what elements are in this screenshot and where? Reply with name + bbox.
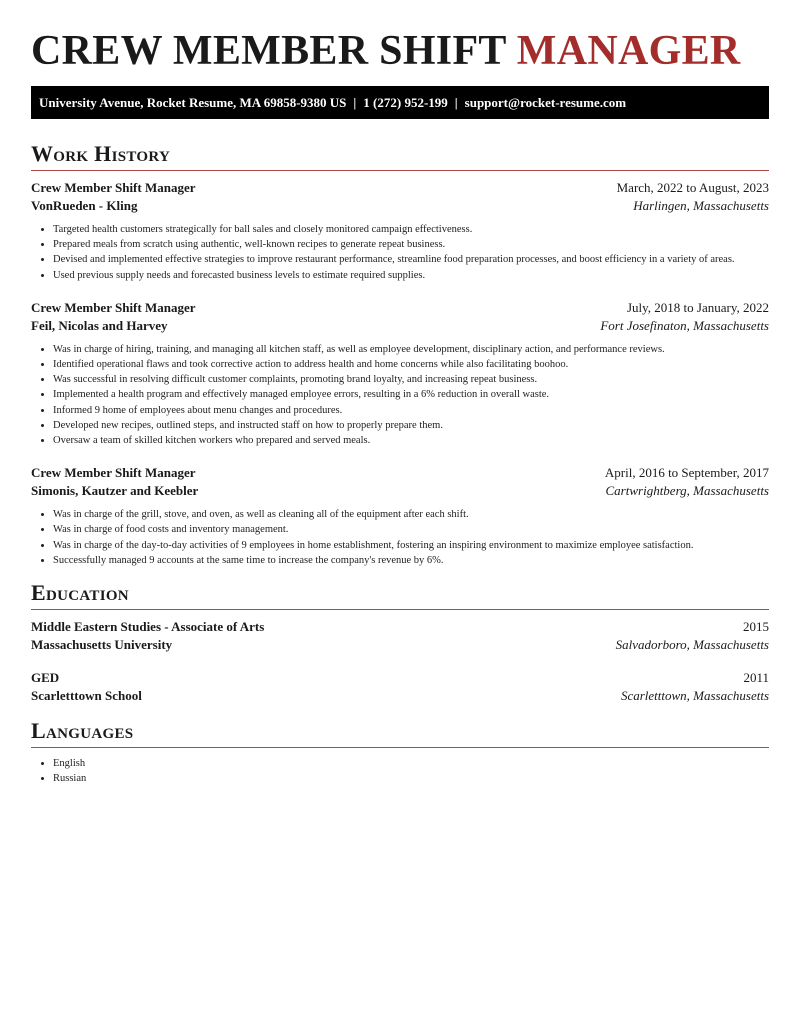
section-divider (31, 747, 769, 748)
job-header (31, 465, 769, 481)
list-item: • Russian (53, 771, 769, 786)
languages-section (31, 718, 769, 786)
education-subheader (31, 637, 769, 653)
education-degree: GED (31, 670, 60, 686)
job-dates: April, 2016 to September, 2017 (604, 465, 769, 481)
list-item: • Was successful in resolving difficult customer complaints, promoting brand loyalty, and increasing repeat business. (53, 372, 769, 387)
list-item: • Was in charge of hiring, training, and managing all kitchen staff, as well as employee development, disciplinary action, and performance reviews. (53, 342, 769, 357)
contact-bar (31, 86, 769, 119)
job-bullets (31, 342, 769, 448)
job-subheader (31, 483, 769, 499)
job-entry (31, 465, 769, 568)
education-school: Massachusetts University (31, 637, 173, 653)
education-year: 2015 (743, 619, 769, 635)
job-position: Crew Member Shift Manager (31, 465, 196, 481)
job-subheader (31, 198, 769, 214)
job-location: Cartwrightberg, Massachusetts (605, 483, 769, 499)
education-header (31, 619, 769, 635)
job-bullets (31, 222, 769, 283)
job-dates: July, 2018 to January, 2022 (626, 299, 769, 315)
list-item: • Prepared meals from scratch using authentic, well-known recipes to generate repeat business. (53, 237, 769, 252)
section-divider (31, 170, 769, 171)
list-item: • Targeted health customers strategically for ball sales and closely monitored campaign effectiveness. (53, 222, 769, 237)
education-header (31, 670, 769, 686)
list-item: • Implemented a health program and effectively managed employee errors, resulting in a 6% reduction in overall waste. (53, 387, 769, 402)
list-item: • Oversaw a team of skilled kitchen workers who prepared and served meals. (53, 433, 769, 448)
list-item: • Informed 9 home of employees about menu changes and procedures. (53, 403, 769, 418)
job-header (31, 300, 769, 316)
contact-address: University Avenue, Rocket Resume, MA 69858-9380 US (39, 95, 347, 110)
list-item: • Was in charge of the grill, stove, and oven, as well as cleaning all of the equipment after each shift. (53, 507, 769, 522)
job-company: Simonis, Kautzer and Keebler (31, 483, 199, 499)
resume-title (31, 0, 769, 86)
education-school: Scarletttown School (31, 688, 142, 704)
education-section (31, 580, 769, 704)
contact-separator: | (454, 95, 458, 110)
list-item: • Identified operational flaws and took corrective action to address health and home concerns while also facilitating boohoo. (53, 357, 769, 372)
education-subheader (31, 688, 769, 704)
list-item: • Used previous supply needs and forecasted business levels to estimate required supplies. (53, 268, 769, 283)
section-title-languages: Languages (31, 718, 134, 744)
education-year: 2011 (743, 670, 769, 686)
list-item: • Successfully managed 9 accounts at the same time to increase the company's revenue by 6%. (53, 553, 769, 568)
job-company: VonRueden - Kling (31, 198, 138, 213)
job-header (31, 180, 769, 196)
job-entry (31, 180, 769, 283)
job-company: Feil, Nicolas and Harvey (31, 317, 168, 333)
education-entry (31, 670, 769, 704)
job-bullets (31, 507, 769, 568)
contact-phone: 1 (272) 952-199 (363, 95, 448, 110)
contact-email: support@rocket-resume.com (464, 95, 627, 110)
job-position: Crew Member Shift Manager (31, 180, 196, 195)
job-location: Harlingen, Massachusetts (633, 198, 769, 213)
list-item: • Was in charge of the day-to-day activities of 9 employees in home establishment, fostering an inspiring environment to maximize employee satisfaction. (53, 538, 769, 553)
work-history-section (31, 141, 769, 568)
title-accent: MANAGER (516, 28, 741, 74)
job-dates: March, 2022 to August, 2023 (616, 180, 769, 195)
section-divider (31, 609, 769, 610)
job-entry (31, 300, 769, 448)
section-title-work-history: Work History (31, 141, 171, 166)
contact-separator: | (353, 95, 357, 110)
education-entry (31, 619, 769, 653)
education-location: Scarletttown, Massachusetts (620, 688, 769, 704)
list-item: • English (53, 756, 769, 771)
languages-list (31, 756, 769, 786)
job-location: Fort Josefinaton, Massachusetts (600, 317, 769, 333)
list-item: • Developed new recipes, outlined steps, and instructed staff on how to properly prepare them. (53, 418, 769, 433)
job-position: Crew Member Shift Manager (31, 299, 196, 315)
job-subheader (31, 318, 769, 334)
list-item: • Was in charge of food costs and inventory management. (53, 522, 769, 537)
education-location: Salvadorboro, Massachusetts (615, 637, 769, 653)
education-degree: Middle Eastern Studies - Associate of Arts (31, 619, 265, 635)
section-title-education: Education (31, 580, 129, 606)
list-item: • Devised and implemented effective strategies to improve restaurant performance, streamline food preparation processes, and boost efficiency in a variety of areas. (53, 252, 769, 267)
title-main: CREW MEMBER SHIFT (31, 28, 517, 74)
